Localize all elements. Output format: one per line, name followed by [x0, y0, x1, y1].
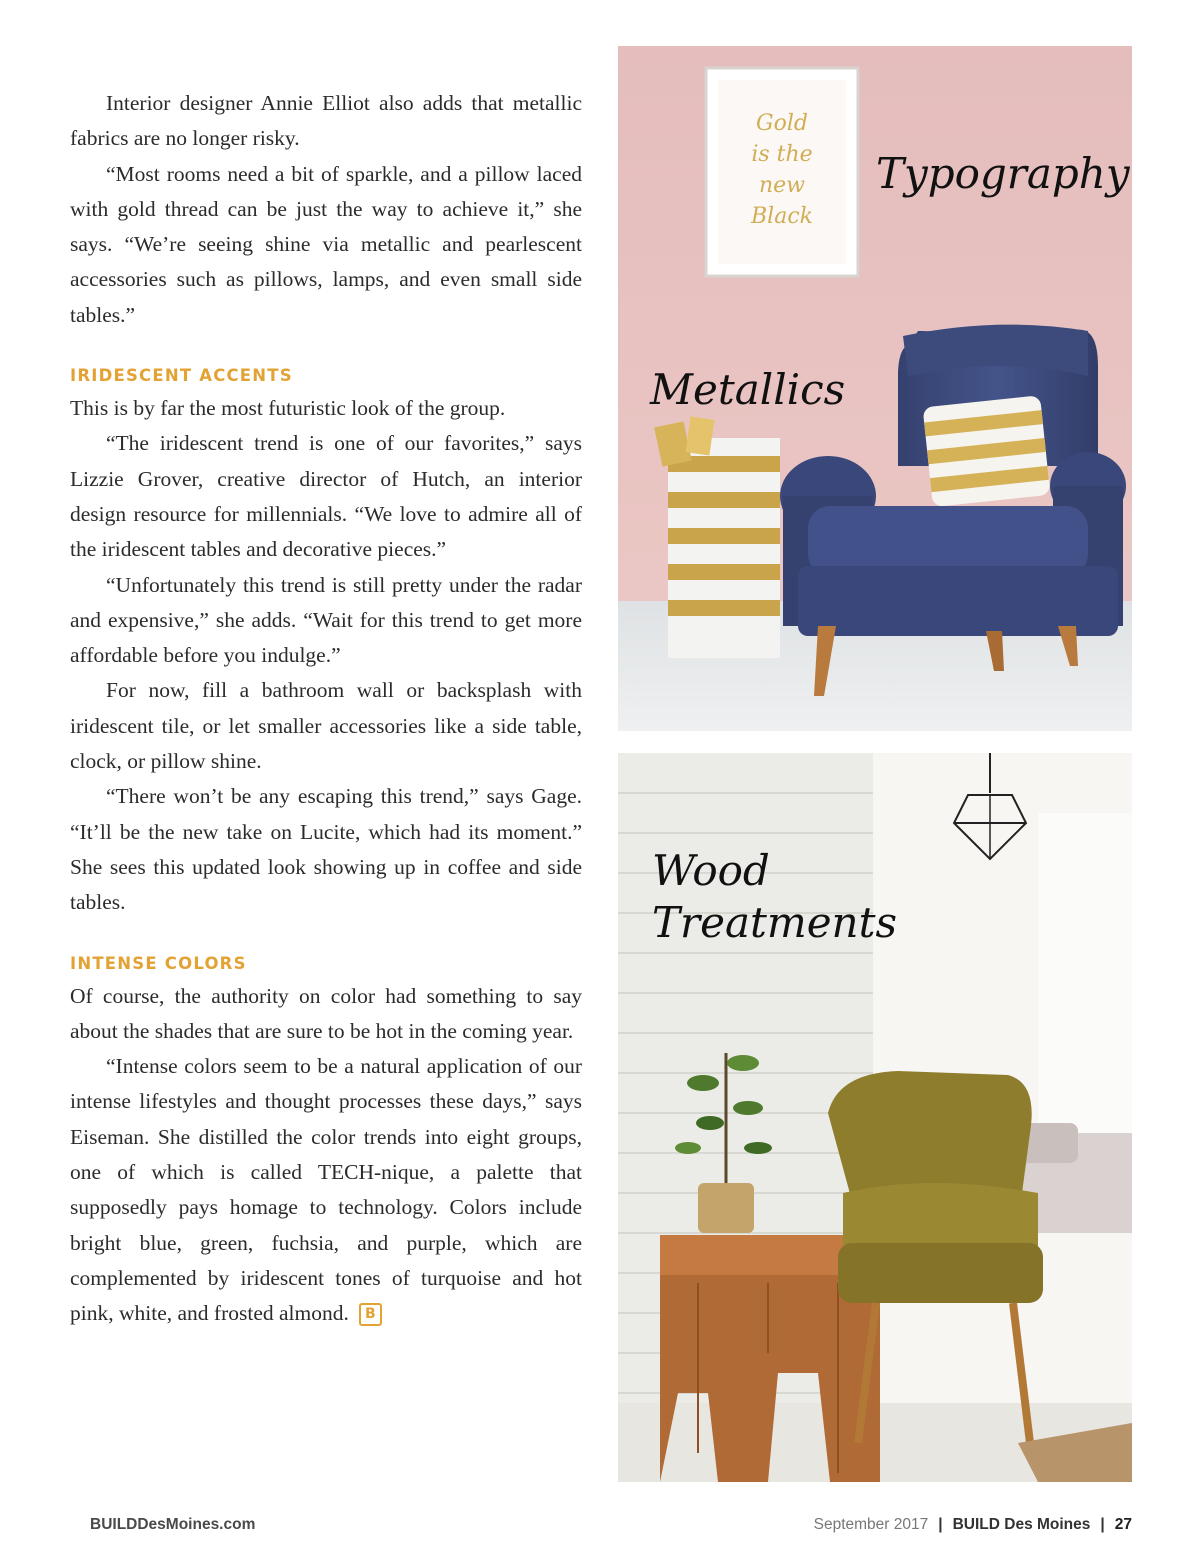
poster-line: new [758, 173, 806, 198]
section-heading-intense-colors: INTENSE COLORS [70, 953, 247, 973]
article-paragraph: For now, fill a bathroom wall or backsplash with iridescent tile, or let smaller accessories like a side table, clock, or pillow shine. [70, 678, 582, 774]
label-typography: Typography [876, 149, 1130, 198]
article-paragraph-text: “Intense colors seem to be a natural application of our intense lifestyles and thought processes these days,” says Eiseman. She distilled the color trends into eight groups, one of which is called TECH-nique, a palette that supposedly pays homage to technology. Colors include bright blue, green, fuchsia, and purple, which are complemented by iridescent tones of turquoise and hot pink, white, and frosted almond. [70, 1054, 582, 1326]
article-paragraph [70, 1049, 582, 1331]
poster-line: is the [751, 142, 813, 167]
photo-wood-treatments [618, 753, 1132, 1482]
photo-metallics-armchair [618, 46, 1132, 731]
page-number: 27 [1114, 1516, 1132, 1533]
article-paragraph: “Most rooms need a bit of sparkle, and a pillow laced with gold thread can be just the way to achieve it,” she says. “We’re seeing shine via metallic and pearlescent accessories such as pillows, lamps, and even small side tables.” [70, 161, 582, 327]
footer-divider: | [1100, 1516, 1105, 1533]
article-paragraph: “The iridescent trend is one of our favorites,” says Lizzie Grover, creative director of Hutch, an interior design resource for millennials. “We love to admire all of the iridescent tables and decorative pieces.” [70, 431, 582, 562]
end-mark-icon: B [359, 1303, 382, 1326]
article-paragraph: “There won’t be any escaping this trend,” says Gage. “It’ll be the new take on Lucite, which had its moment.” She sees this updated look showing up in coffee and side tables. [70, 784, 582, 915]
article-paragraph: Interior designer Annie Elliot also adds that metallic fabrics are no longer risky. [70, 91, 582, 151]
article-paragraph: “Unfortunately this trend is still pretty under the radar and expensive,” she adds. “Wait for this trend to get more affordable before you indulge.” [70, 572, 582, 668]
footer-magazine: BUILD Des Moines [952, 1516, 1091, 1533]
article-paragraph: Of course, the authority on color had something to say about the shades that are sure to be hot in the coming year. [70, 983, 582, 1043]
striped-paper-bag [654, 417, 780, 658]
label-line: Treatments [652, 898, 898, 947]
section-heading-iridescent: IRIDESCENT ACCENTS [70, 366, 293, 386]
footer-folio [814, 1516, 1132, 1534]
footer-divider: | [938, 1516, 943, 1533]
label-wood-treatments [652, 845, 897, 949]
poster-line: Black [751, 204, 813, 229]
footer-website: BUILDDesMoines.com [90, 1516, 256, 1533]
poster-line: Gold [756, 111, 808, 136]
article-column [70, 86, 582, 1332]
label-metallics: Metallics [650, 365, 846, 414]
poster-text [720, 108, 844, 232]
label-line: Wood [652, 846, 770, 895]
article-paragraph: This is by far the most futuristic look of the group. [70, 396, 506, 421]
footer-date: September 2017 [813, 1516, 929, 1533]
